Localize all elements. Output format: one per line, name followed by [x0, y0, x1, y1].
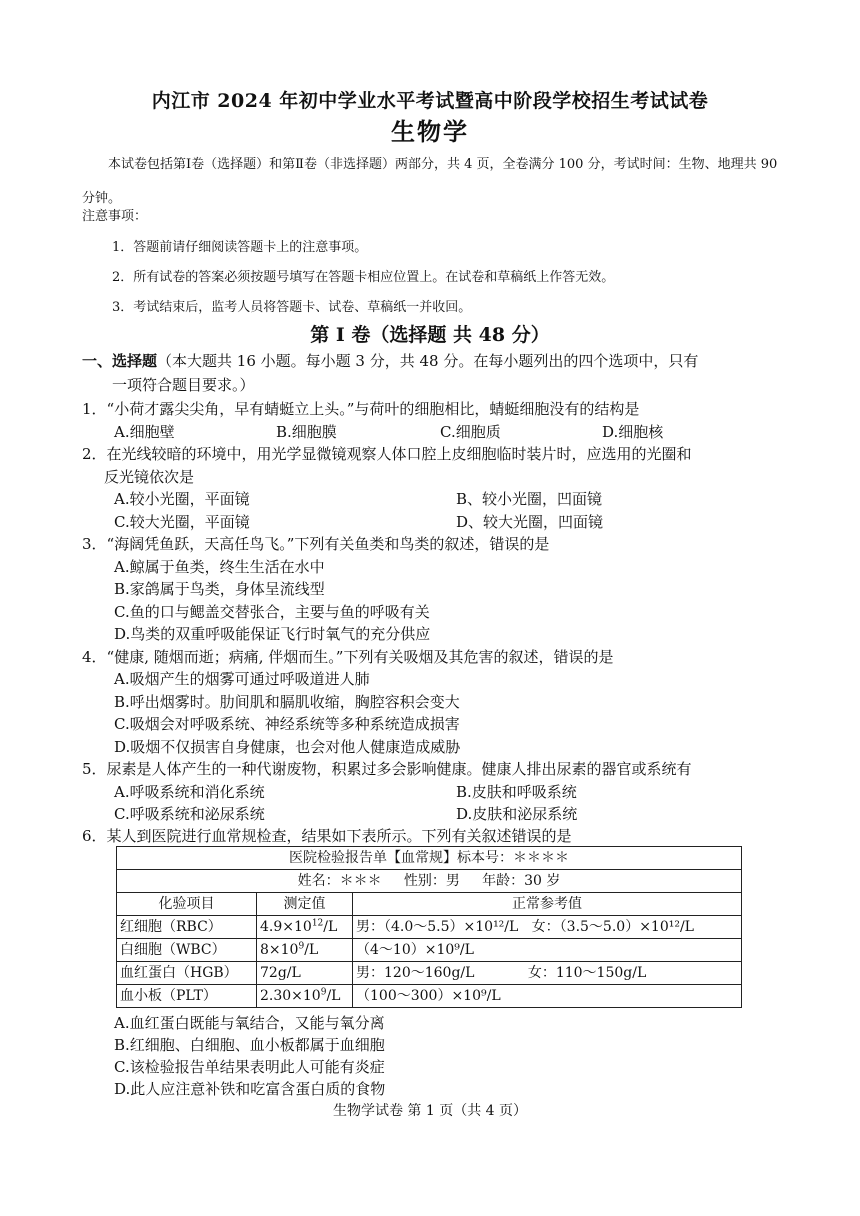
- option-a: A.吸烟产生的烟雾可通过呼吸道进人肺: [114, 670, 370, 688]
- report-patient: 姓名：＊＊＊ 性别：男 年龄：30 岁: [117, 870, 742, 893]
- value-exponent: 12: [311, 918, 324, 929]
- notes-title: 注意事项：: [82, 209, 148, 224]
- table-row: [117, 916, 742, 939]
- question-stem: 1．“小荷才露尖尖角，早有蜻蜓立上头。”与荷叶的细胞相比，蜻蜓细胞没有的结构是: [82, 400, 640, 418]
- value-base: 4.9×10: [260, 919, 312, 935]
- report-header: 医院检验报告单【血常规】标本号：＊＊＊＊: [117, 847, 742, 870]
- note-item: 2．所有试卷的答案必须按题号填写在答题卡相应位置上。在试卷和草稿纸上作答无效。: [112, 270, 615, 285]
- column-header: 化验项目: [117, 893, 257, 916]
- section-title: 第 I 卷（选择题 共 48 分）: [310, 324, 550, 346]
- option-a: A.血红蛋白既能与氧结合，又能与氧分离: [114, 1014, 385, 1032]
- note-item: 3．考试结束后，监考人员将答题卡、试卷、草稿纸一并收回。: [112, 300, 472, 315]
- table-row: [117, 939, 742, 962]
- option-d: D.吸烟不仅损害自身健康，也会对他人健康造成威胁: [114, 738, 461, 756]
- option-b: B.皮肤和呼吸系统: [456, 783, 577, 801]
- option-d: D、较大光圈，凹面镜: [456, 513, 604, 531]
- section-heading-text: （本大题共 16 小题。每小题 3 分，共 48 分。在每小题列出的四个选项中，只有: [157, 352, 699, 370]
- page-footer: 生物学试卷 第 1 页（共 4 页）: [332, 1103, 528, 1119]
- section-heading: [82, 350, 698, 372]
- table-row: [117, 847, 742, 870]
- section-heading-bold: 一、选择题: [82, 352, 158, 370]
- test-item: 红细胞（RBC）: [117, 916, 257, 939]
- test-value: [257, 939, 353, 962]
- blood-report-table: [116, 846, 742, 1008]
- table-header-row: [117, 893, 742, 916]
- value-base: 2.30×10: [260, 988, 321, 1004]
- option-c: C.细胞质: [440, 423, 501, 441]
- option-a: A.呼吸系统和消化系统: [114, 783, 265, 801]
- option-c: C.该检验报告单结果表明此人可能有炎症: [114, 1058, 385, 1076]
- test-item: 白细胞（WBC）: [117, 939, 257, 962]
- option-b: B.家鸽属于鸟类，身体呈流线型: [114, 580, 325, 598]
- option-a: A.细胞壁: [114, 423, 175, 441]
- option-b: B.呼出烟雾时。肋间肌和膈肌收缩，胸腔容积会变大: [114, 693, 460, 711]
- option-b: B、较小光圈，凹面镜: [456, 490, 603, 508]
- reference-range: 男：120～160g/L 女：110～150g/L: [353, 962, 742, 985]
- test-item: 血小板（PLT）: [117, 985, 257, 1008]
- question-stem: 3．“海阔凭鱼跃，天高任鸟飞。”下列有关鱼类和鸟类的叙述，错误的是: [82, 535, 550, 553]
- question-stem: 4．“健康, 随烟而逝；病痛, 伴烟而生。”下列有关吸烟及其危害的叙述，错误的是: [82, 648, 614, 666]
- value-unit: /L: [323, 919, 338, 935]
- value-exponent: 9: [298, 941, 305, 952]
- option-b: B.红细胞、白细胞、血小板都属于血细胞: [114, 1036, 385, 1054]
- table-row: [117, 870, 742, 893]
- test-value: [257, 916, 353, 939]
- question-stem: 6．某人到医院进行血常规检查，结果如下表所示。下列有关叙述错误的是: [82, 827, 572, 845]
- note-item: 1．答题前请仔细阅读答题卡上的注意事项。: [112, 240, 368, 255]
- value-unit: /L: [326, 988, 341, 1004]
- question-stem: 2．在光线较暗的环境中，用光学显微镜观察人体口腔上皮细胞临时装片时，应选用的光圈和: [82, 445, 692, 463]
- test-item: 血红蛋白（HGB）: [117, 962, 257, 985]
- reference-range: （100～300）×10⁹/L: [353, 985, 742, 1008]
- reference-range: （4～10）×10⁹/L: [353, 939, 742, 962]
- reference-range: 男：（4.0～5.5）×10¹²/L 女：（3.5～5.0）×10¹²/L: [353, 916, 742, 939]
- test-value: [257, 962, 353, 985]
- option-a: A.鲸属于鱼类，终生生活在水中: [114, 558, 325, 576]
- question-stem-cont: 反光镜依次是: [104, 468, 195, 486]
- value-base: 72g/L: [260, 965, 301, 981]
- value-base: 8×10: [260, 942, 299, 958]
- intro-paragraph: 本试卷包括第Ⅰ卷（选择题）和第Ⅱ卷（非选择题）两部分，共 4 页，全卷满分 100 分，考试时间：生物、地理共 90 分钟。: [82, 157, 778, 206]
- subject-title: 生物学: [391, 117, 469, 146]
- value-exponent: 9: [320, 987, 327, 998]
- value-unit: /L: [304, 942, 319, 958]
- option-c: C.呼吸系统和泌尿系统: [114, 805, 265, 823]
- column-header: 正常参考值: [353, 893, 742, 916]
- option-c: C.较大光圈，平面镜: [114, 513, 250, 531]
- question-stem: 5．尿素是人体产生的一种代谢废物，积累过多会影响健康。健康人排出尿素的器官或系统有: [82, 760, 692, 778]
- exam-title: 内江市 2024 年初中学业水平考试暨高中阶段学校招生考试试卷: [151, 90, 709, 112]
- option-d: D.皮肤和泌尿系统: [456, 805, 578, 823]
- option-b: B.细胞膜: [276, 423, 337, 441]
- section-heading-cont: 一项符合题目要求。）: [112, 376, 255, 394]
- option-d: D.鸟类的双重呼吸能保证飞行时氧气的充分供应: [114, 625, 431, 643]
- table-row: [117, 985, 742, 1008]
- option-d: D.此人应注意补铁和吃富含蛋白质的食物: [114, 1080, 386, 1098]
- option-a: A.较小光圈，平面镜: [114, 490, 250, 508]
- column-header: 测定值: [257, 893, 353, 916]
- option-c: C.鱼的口与鳃盖交替张合，主要与鱼的呼吸有关: [114, 603, 430, 621]
- test-value: [257, 985, 353, 1008]
- option-d: D.细胞核: [602, 423, 664, 441]
- table-row: [117, 962, 742, 985]
- option-c: C.吸烟会对呼吸系统、神经系统等多种系统造成损害: [114, 715, 460, 733]
